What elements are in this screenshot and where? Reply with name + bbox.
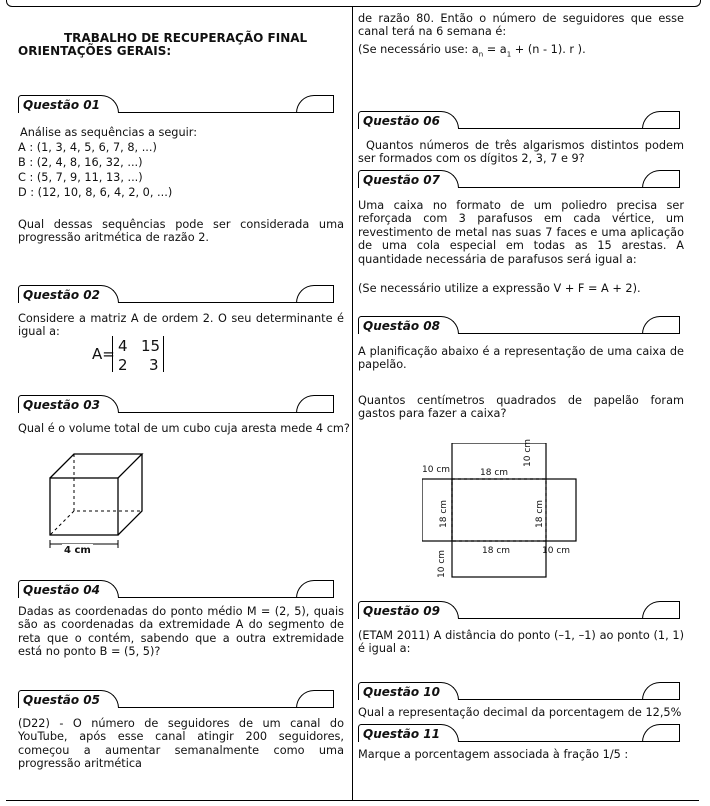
q4-text: Dadas as coordenadas do ponto médio M = (2, 5), quais são as coordenadas da extremidade A do segmento de reta que o contém, sabendo que a outra extremidade está no ponto B = (5, 5)? [18, 605, 344, 659]
question-05-header [18, 690, 334, 708]
q5-text: (D22) - O número de seguidores de um canal do YouTube, após esse canal atingir 200 seguidores, começou a aumentar semanalmente como uma progressão aritmética [18, 717, 344, 771]
q5-hint: (Se necessário use: $a_n = a_1 + (n - 1)$. r ). [358, 43, 586, 59]
question-11-label: Questão 11 [358, 724, 459, 742]
question-06-header [358, 111, 680, 129]
question-03-label: Questão 03 [18, 395, 119, 413]
q8-text-1: A planificação abaixo é a representação de uma caixa de papelão. [358, 345, 684, 372]
net-label-10cm-top-left: 10 cm [422, 465, 451, 475]
q1-question: Qual dessas sequências pode ser considerada uma progressão aritmética de razão 2. [18, 218, 344, 245]
question-03-header [18, 395, 334, 413]
question-04-label: Questão 04 [18, 580, 119, 598]
matrix-a12: 15 [141, 337, 161, 355]
question-01-header [18, 95, 334, 113]
q1-seq-a: A : (1, 3, 4, 5, 6, 7, 8, ...) [18, 141, 157, 154]
q5-text-continued: de razão 80. Então o número de seguidores que esse canal terá na 6 semana é: [358, 12, 684, 39]
q2-text: Considere a matriz A de ordem 2. O seu determinante é igual a: [18, 312, 344, 339]
cube-edge-label: 4 cm [64, 545, 91, 556]
question-10-header [358, 682, 680, 700]
matrix-a22: 3 [149, 356, 159, 374]
question-07-label: Questão 07 [358, 170, 459, 188]
net-label-10cm-bottom-right: 10 cm [542, 546, 571, 556]
net-label-18cm-bottom: 18 cm [482, 546, 511, 556]
question-01-label: Questão 01 [18, 95, 119, 113]
document-title: TRABALHO DE RECUPERAÇÃO FINAL [64, 31, 308, 45]
question-07-header [358, 170, 680, 188]
q11-text: Marque a porcentagem associada à fração 1/5 : [358, 748, 629, 761]
page-frame-bottom [6, 800, 699, 801]
matrix-name: A= [92, 345, 115, 363]
net-label-10cm-bottom-left: 10 cm [437, 549, 447, 578]
box-net-diagram [422, 443, 622, 583]
question-02-label: Questão 02 [18, 285, 119, 303]
net-label-18cm-left: 18 cm [439, 499, 449, 528]
column-divider [352, 6, 353, 800]
question-02-header [18, 285, 334, 303]
q10-text: Qual a representação decimal da porcentagem de 12,5% [358, 706, 682, 719]
net-label-10cm-top-right: 10 cm [523, 438, 533, 467]
question-09-header [358, 601, 680, 619]
q9-text: (ETAM 2011) A distância do ponto (–1, –1) ao ponto (1, 1) é igual a: [358, 629, 684, 656]
question-05-label: Questão 05 [18, 690, 119, 708]
question-11-header [358, 724, 680, 742]
net-label-18cm-right: 18 cm [535, 499, 545, 528]
page-frame-top [6, 0, 701, 7]
q3-text: Qual é o volume total de um cubo cuja aresta mede 4 cm? [18, 422, 350, 435]
question-09-label: Questão 09 [358, 601, 459, 619]
question-06-label: Questão 06 [358, 111, 459, 129]
question-08-label: Questão 08 [358, 316, 459, 334]
q1-seq-b: B : (2, 4, 8, 16, 32, ...) [18, 156, 143, 169]
matrix-a21: 2 [118, 356, 128, 374]
cube-diagram [46, 448, 146, 558]
q7-text: Uma caixa no formato de um poliedro precisa ser reforçada com 3 parafusos em cada vértice, um revestimento de metal nas suas 7 faces e uma aplicação de uma cola especial em todas as 15 arestas. A quantidade necessária de parafusos será igual a: [358, 199, 684, 266]
question-04-header [18, 580, 334, 598]
net-label-18cm-top: 18 cm [480, 468, 509, 478]
q8-text-2: Quantos centímetros quadrados de papelão foram gastos para fazer a caixa? [358, 394, 684, 421]
q6-text: Quantos números de três algarismos distintos podem ser formados com os dígitos 2, 3, 7 e 9? [358, 139, 684, 166]
q7-hint: (Se necessário utilize a expressão V + F = A + 2). [358, 282, 641, 295]
matrix-a11: 4 [118, 337, 128, 355]
question-10-label: Questão 10 [358, 682, 459, 700]
orientations-heading: ORIENTAÇÕES GERAIS: [18, 44, 172, 58]
q1-seq-d: D : (12, 10, 8, 6, 4, 2, 0, ...) [18, 186, 173, 199]
q1-intro: Análise as sequências a seguir: [20, 126, 198, 139]
q1-seq-c: C : (5, 7, 9, 11, 13, ...) [18, 171, 143, 184]
question-08-header [358, 316, 680, 334]
